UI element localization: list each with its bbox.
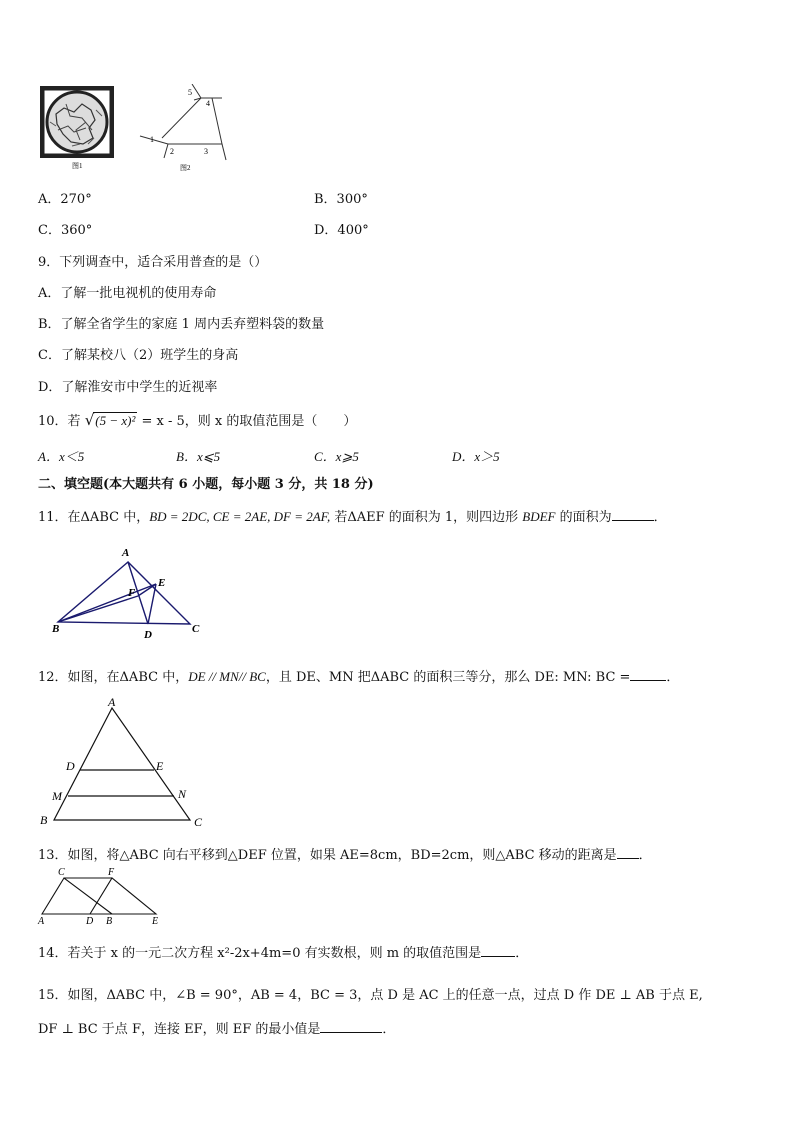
q14-stem: [38, 942, 528, 961]
q13-label-c: C: [58, 867, 65, 878]
q10-option-d: D．x＞5: [452, 449, 500, 464]
q11-label-a: A: [122, 547, 130, 559]
q14-text: 14．若关于 x 的一元二次方程 x²-2x+4m=0 有实数根，则 m 的取值范围是: [38, 946, 482, 961]
q15-answer-blank[interactable]: [320, 1031, 382, 1033]
q12-label-m: M: [52, 789, 62, 803]
q12-text-1: 12．如图，在ΔABC 中，: [38, 670, 189, 685]
figure-1-caption: 图1: [72, 162, 83, 170]
q9-stem: 9．下列调查中，适合采用普查的是（）: [38, 255, 268, 270]
q8-option-b: B．300°: [314, 192, 368, 207]
q8-option-c: C．360°: [38, 223, 93, 238]
q10-stem: [38, 410, 356, 429]
q14-end: ．: [515, 946, 529, 961]
q11-label-d: D: [144, 629, 152, 641]
q12-text-2: ，且 DE、MN 把ΔABC 的面积三等分，那么 DE: MN: BC =: [265, 670, 631, 685]
q10-prefix: 10．若: [38, 414, 81, 429]
q9-option-d: D．了解淮安市中学生的近视率: [38, 380, 218, 395]
q11-figure: [48, 544, 208, 644]
q11-post: 的面积为: [555, 510, 612, 525]
q10-option-a: A．x＜5: [38, 449, 85, 464]
figure-2-caption: 图2: [180, 164, 191, 172]
q11-condition: BD = 2DC, CE = 2AE, DF = 2AF,: [149, 509, 331, 524]
q11-segment-ed: [148, 584, 156, 624]
q11-label-f: F: [128, 587, 136, 599]
q11-quad: BDEF: [522, 509, 556, 524]
q12-label-e: E: [156, 759, 164, 773]
q13-label-e: E: [152, 916, 159, 926]
figure-2-label-5: 5: [188, 88, 192, 97]
figure-2-pentagon: [140, 84, 226, 160]
q8-option-a: A．270°: [38, 192, 92, 207]
q11-mid: 若ΔAEF 的面积为 1，则四边形: [330, 510, 523, 525]
q8-option-d: D．400°: [314, 223, 369, 238]
q11-answer-blank[interactable]: [612, 519, 654, 521]
figure-2-label-2: 2: [170, 147, 174, 156]
q12-label-c: C: [194, 815, 203, 829]
q10-radicand: (5 − x)²: [95, 413, 136, 428]
q13-figure: [34, 864, 174, 926]
q11-label-c: C: [192, 623, 200, 635]
q14-answer-blank[interactable]: [481, 955, 515, 957]
q13-label-b: B: [106, 916, 113, 926]
q9-option-b: B．了解全省学生的家庭 1 周内丢弃塑料袋的数量: [38, 317, 325, 332]
top-figures: [36, 84, 236, 174]
q13-end: ．: [638, 848, 652, 863]
q11-pre: 11．在ΔABC 中，: [38, 510, 150, 525]
q10-suffix: = x - 5，则 x 的取值范围是（ ）: [141, 414, 357, 429]
q12-label-d: D: [66, 759, 75, 773]
q15-line-2-wrap: [38, 1018, 395, 1037]
figure-1-pattern: [40, 86, 114, 158]
q15-end: ．: [382, 1022, 396, 1037]
q13-label-d: D: [86, 916, 94, 926]
q12-figure: [36, 694, 216, 834]
figure-2-label-4: 4: [206, 99, 210, 108]
q12-stem: [38, 666, 679, 685]
section-2-heading: 二、填空题(本大题共有 6 小题，每小题 3 分，共 18 分): [38, 477, 374, 492]
q11-stem: [38, 506, 667, 525]
q12-label-n: N: [178, 787, 187, 801]
q12-end: ．: [666, 670, 680, 685]
q12-label-b: B: [40, 813, 48, 827]
q12-answer-blank[interactable]: [630, 679, 666, 681]
q11-label-b: B: [52, 623, 60, 635]
figure-2-label-1: 1: [150, 135, 154, 144]
q10-option-c: C．x⩾5: [314, 449, 359, 464]
q9-option-c: C．了解某校八（2）班学生的身高: [38, 348, 239, 363]
sqrt-sign: √: [84, 411, 95, 429]
q12-relation: DE // MN// BC: [188, 669, 266, 684]
q13-text: 13．如图，将△ABC 向右平移到△DEF 位置，如果 AE=8cm，BD=2cm，则△ABC 移动的距离是: [38, 848, 617, 863]
figure-2-label-3: 3: [204, 147, 208, 156]
q10-option-b: B．x⩽5: [176, 449, 221, 464]
q9-option-a: A．了解一批电视机的使用寿命: [38, 286, 217, 301]
q13-triangle-def: [90, 878, 156, 914]
q12-label-a: A: [108, 695, 116, 709]
q15-line-2: DF ⊥ BC 于点 F，连接 EF，则 EF 的最小值是: [38, 1022, 321, 1037]
q13-label-a: A: [38, 916, 45, 926]
q13-stem: [38, 844, 652, 863]
q13-answer-blank[interactable]: [617, 857, 639, 859]
q13-label-f: F: [108, 867, 115, 878]
q11-end: ．: [653, 510, 667, 525]
q15-line-1: 15．如图，ΔABC 中，∠B = 90°，AB = 4，BC = 3，点 D 是 AC 上的任意一点，过点 D 作 DE ⊥ AB 于点 E,: [38, 988, 703, 1003]
q11-label-e: E: [158, 577, 166, 589]
q11-segment-bf: [58, 596, 138, 622]
